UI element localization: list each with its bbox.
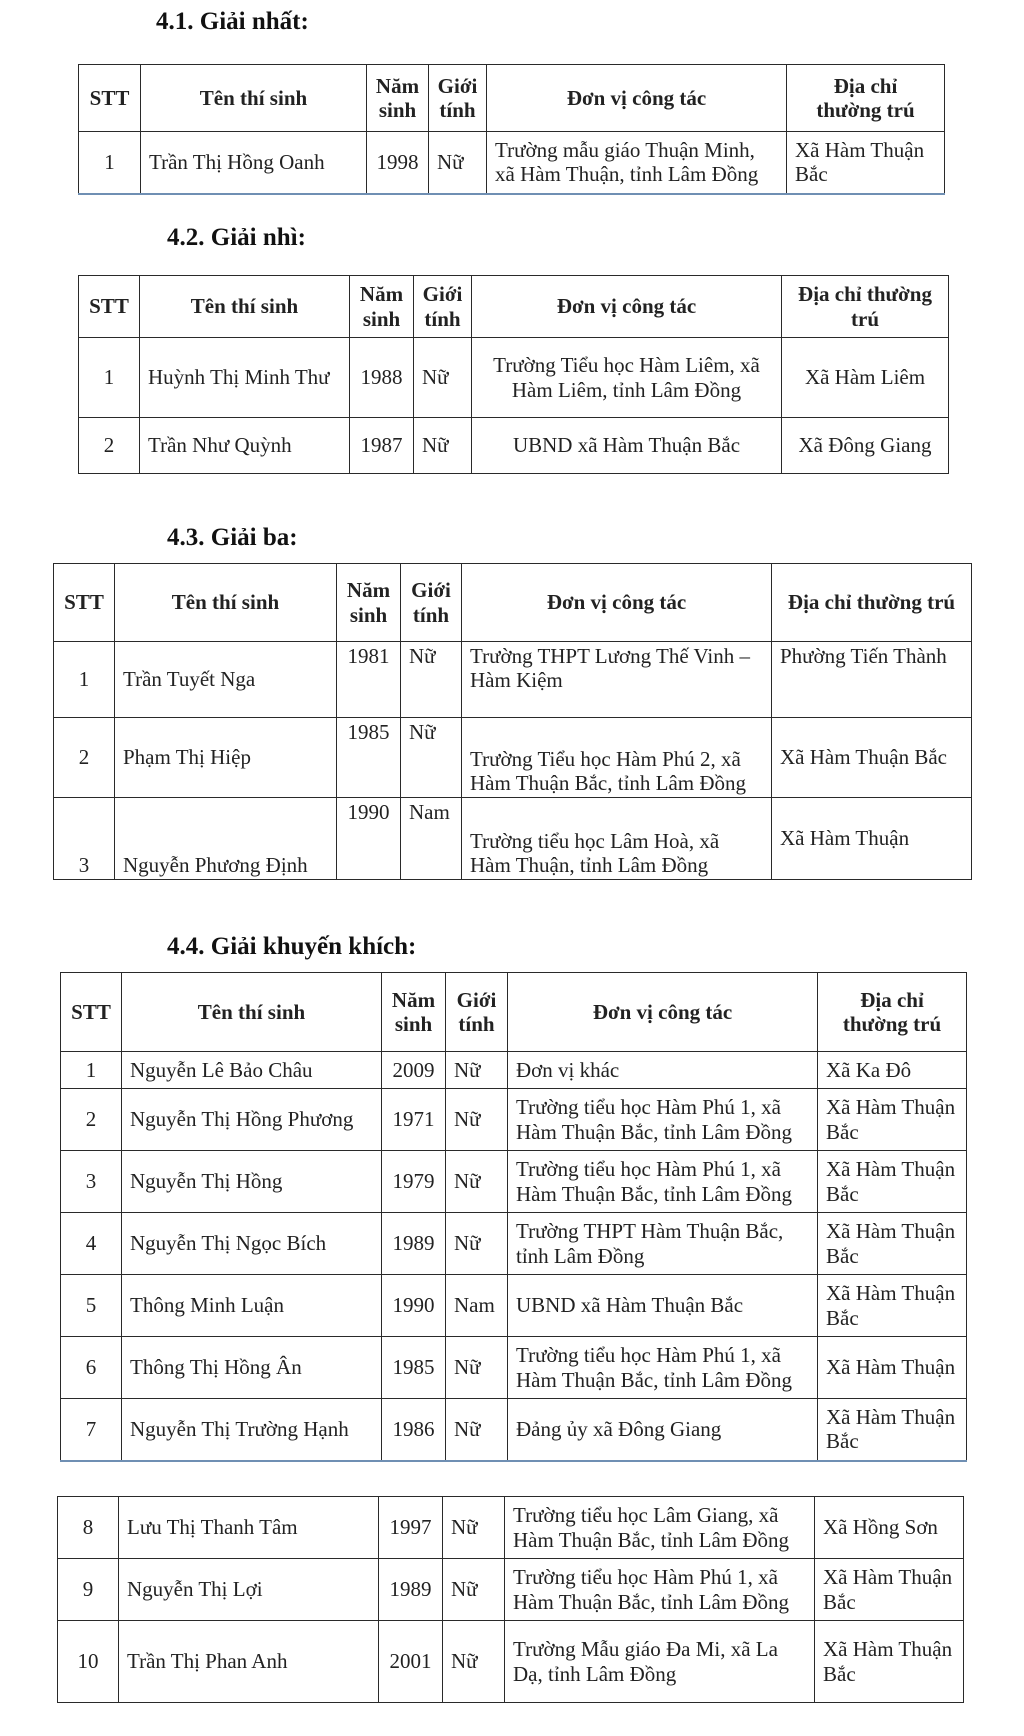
cell-address: Xã Hàm Liêm — [782, 338, 949, 418]
cell-stt: 1 — [54, 642, 115, 718]
header-unit: Đơn vị công tác — [487, 65, 787, 132]
header-gender: Giới tính — [401, 564, 462, 642]
cell-unit: Trường Tiểu học Hàm Phú 2, xã Hàm Thuận Bắc, tỉnh Lâm Đồng — [462, 718, 772, 798]
header-unit: Đơn vị công tác — [462, 564, 772, 642]
cell-year: 1986 — [382, 1399, 446, 1461]
section-title-giai-nhat: 4.1. Giải nhất: — [156, 8, 309, 35]
header-address: Địa chỉ thường trú — [787, 65, 945, 132]
cell-stt: 6 — [61, 1337, 122, 1399]
table-row — [58, 1621, 964, 1703]
cell-stt: 2 — [54, 718, 115, 798]
cell-address: Xã Hồng Sơn — [815, 1497, 964, 1559]
table-row — [61, 1052, 967, 1089]
cell-gender: Nữ — [446, 1399, 508, 1461]
cell-name: Trần Tuyết Nga — [115, 642, 337, 718]
cell-unit: Trường tiểu học Lâm Giang, xã Hàm Thuận Bắc, tỉnh Lâm Đồng — [505, 1497, 815, 1559]
cell-year: 1987 — [350, 418, 414, 474]
cell-gender: Nữ — [446, 1337, 508, 1399]
header-name: Tên thí sinh — [122, 973, 382, 1052]
cell-address: Xã Ka Đô — [818, 1052, 967, 1089]
cell-address: Xã Hàm Thuận Bắc — [818, 1275, 967, 1337]
cell-gender: Nữ — [446, 1151, 508, 1213]
cell-year: 1998 — [367, 132, 429, 194]
cell-unit: Trường THPT Lương Thế Vinh – Hàm Kiệm — [462, 642, 772, 718]
header-address: Địa chỉ thường trú — [772, 564, 972, 642]
cell-unit: Trường Tiểu học Hàm Liêm, xã Hàm Liêm, tỉnh Lâm Đồng — [472, 338, 782, 418]
header-unit: Đơn vị công tác — [472, 276, 782, 338]
cell-gender: Nữ — [401, 718, 462, 798]
cell-address: Xã Đông Giang — [782, 418, 949, 474]
cell-gender: Nữ — [414, 338, 472, 418]
table-giai-khuyen-khich-continued — [57, 1496, 964, 1703]
cell-stt: 10 — [58, 1621, 119, 1703]
table-row — [58, 1497, 964, 1559]
cell-gender: Nữ — [443, 1559, 505, 1621]
header-year: Năm sinh — [337, 564, 401, 642]
header-address: Địa chỉ thường trú — [782, 276, 949, 338]
header-stt: STT — [79, 276, 140, 338]
cell-unit: Trường tiểu học Hàm Phú 1, xã Hàm Thuận Bắc, tỉnh Lâm Đồng — [508, 1151, 818, 1213]
cell-name: Nguyễn Lê Bảo Châu — [122, 1052, 382, 1089]
header-stt: STT — [54, 564, 115, 642]
header-stt: STT — [79, 65, 141, 132]
cell-stt: 3 — [61, 1151, 122, 1213]
cell-name: Phạm Thị Hiệp — [115, 718, 337, 798]
table-row — [54, 642, 972, 718]
cell-name: Nguyễn Thị Ngọc Bích — [122, 1213, 382, 1275]
cell-year: 1985 — [382, 1337, 446, 1399]
cell-stt: 4 — [61, 1213, 122, 1275]
cell-year: 1989 — [382, 1213, 446, 1275]
section-title-giai-ba: 4.3. Giải ba: — [167, 524, 298, 551]
table-row — [79, 338, 949, 418]
cell-name: Thông Minh Luận — [122, 1275, 382, 1337]
cell-gender: Nữ — [443, 1621, 505, 1703]
cell-address: Xã Hàm Thuận Bắc — [815, 1559, 964, 1621]
cell-year: 1988 — [350, 338, 414, 418]
cell-unit: Trường tiểu học Hàm Phú 1, xã Hàm Thuận Bắc, tỉnh Lâm Đồng — [508, 1089, 818, 1151]
header-unit: Đơn vị công tác — [508, 973, 818, 1052]
cell-year: 1979 — [382, 1151, 446, 1213]
table-giai-nhi — [78, 275, 949, 474]
table-row — [54, 798, 972, 880]
cell-gender: Nữ — [446, 1052, 508, 1089]
table-giai-ba — [53, 563, 972, 880]
cell-stt: 2 — [79, 418, 140, 474]
cell-name: Trần Thị Phan Anh — [119, 1621, 379, 1703]
cell-name: Nguyễn Thị Hồng — [122, 1151, 382, 1213]
cell-year: 1990 — [337, 798, 401, 880]
cell-address: Xã Hàm Thuận Bắc — [787, 132, 945, 194]
cell-unit: UBND xã Hàm Thuận Bắc — [508, 1275, 818, 1337]
cell-year: 1981 — [337, 642, 401, 718]
cell-name: Nguyễn Phương Định — [115, 798, 337, 880]
header-stt: STT — [61, 973, 122, 1052]
section-title-giai-khuyen-khich: 4.4. Giải khuyến khích: — [167, 933, 417, 960]
cell-year: 1989 — [379, 1559, 443, 1621]
header-name: Tên thí sinh — [115, 564, 337, 642]
cell-gender: Nam — [446, 1275, 508, 1337]
cell-stt: 9 — [58, 1559, 119, 1621]
table-row — [61, 1399, 967, 1461]
cell-gender: Nữ — [414, 418, 472, 474]
cell-year: 1990 — [382, 1275, 446, 1337]
table-row — [54, 718, 972, 798]
cell-address: Phường Tiến Thành — [772, 642, 972, 718]
table-row — [61, 1337, 967, 1399]
cell-stt: 5 — [61, 1275, 122, 1337]
cell-unit: Trường THPT Hàm Thuận Bắc, tỉnh Lâm Đồng — [508, 1213, 818, 1275]
cell-unit: Trường Mẫu giáo Đa Mi, xã La Dạ, tỉnh Lâm Đồng — [505, 1621, 815, 1703]
table-row — [58, 1559, 964, 1621]
header-address: Địa chỉ thường trú — [818, 973, 967, 1052]
table-row — [61, 1151, 967, 1213]
cell-address: Xã Hàm Thuận Bắc — [772, 718, 972, 798]
cell-gender: Nữ — [429, 132, 487, 194]
cell-address: Xã Hàm Thuận Bắc — [818, 1399, 967, 1461]
cell-name: Trần Như Quỳnh — [140, 418, 350, 474]
header-gender: Giới tính — [446, 973, 508, 1052]
cell-unit: Đơn vị khác — [508, 1052, 818, 1089]
cell-gender: Nữ — [401, 642, 462, 718]
cell-unit: Trường tiểu học Hàm Phú 1, xã Hàm Thuận Bắc, tỉnh Lâm Đồng — [505, 1559, 815, 1621]
cell-year: 1985 — [337, 718, 401, 798]
cell-year: 2001 — [379, 1621, 443, 1703]
cell-year: 1971 — [382, 1089, 446, 1151]
table-giai-nhat — [78, 64, 945, 195]
cell-address: Xã Hàm Thuận Bắc — [818, 1213, 967, 1275]
cell-address: Xã Hàm Thuận Bắc — [818, 1089, 967, 1151]
cell-gender: Nữ — [443, 1497, 505, 1559]
header-year: Năm sinh — [350, 276, 414, 338]
cell-gender: Nam — [401, 798, 462, 880]
cell-year: 1997 — [379, 1497, 443, 1559]
table-giai-khuyen-khich — [60, 972, 967, 1462]
cell-stt: 3 — [54, 798, 115, 880]
cell-gender: Nữ — [446, 1213, 508, 1275]
cell-name: Lưu Thị Thanh Tâm — [119, 1497, 379, 1559]
cell-stt: 1 — [79, 132, 141, 194]
table-row — [61, 1213, 967, 1275]
cell-address: Xã Hàm Thuận Bắc — [815, 1621, 964, 1703]
cell-name: Nguyễn Thị Trường Hạnh — [122, 1399, 382, 1461]
cell-gender: Nữ — [446, 1089, 508, 1151]
cell-unit: Đảng ủy xã Đông Giang — [508, 1399, 818, 1461]
table-row — [79, 418, 949, 474]
cell-unit: Trường tiểu học Lâm Hoà, xã Hàm Thuận, tỉnh Lâm Đồng — [462, 798, 772, 880]
cell-unit: UBND xã Hàm Thuận Bắc — [472, 418, 782, 474]
cell-address: Xã Hàm Thuận Bắc — [818, 1151, 967, 1213]
header-name: Tên thí sinh — [140, 276, 350, 338]
cell-name: Trần Thị Hồng Oanh — [141, 132, 367, 194]
cell-stt: 1 — [79, 338, 140, 418]
cell-name: Thông Thị Hồng Ân — [122, 1337, 382, 1399]
header-year: Năm sinh — [367, 65, 429, 132]
table-row — [79, 132, 945, 194]
cell-stt: 2 — [61, 1089, 122, 1151]
header-gender: Giới tính — [429, 65, 487, 132]
cell-stt: 1 — [61, 1052, 122, 1089]
cell-name: Nguyễn Thị Hồng Phương — [122, 1089, 382, 1151]
cell-stt: 8 — [58, 1497, 119, 1559]
header-year: Năm sinh — [382, 973, 446, 1052]
cell-name: Huỳnh Thị Minh Thư — [140, 338, 350, 418]
section-title-giai-nhi: 4.2. Giải nhì: — [167, 224, 306, 251]
cell-unit: Trường tiểu học Hàm Phú 1, xã Hàm Thuận Bắc, tỉnh Lâm Đồng — [508, 1337, 818, 1399]
cell-unit: Trường mẫu giáo Thuận Minh, xã Hàm Thuận, tỉnh Lâm Đồng — [487, 132, 787, 194]
header-gender: Giới tính — [414, 276, 472, 338]
cell-name: Nguyễn Thị Lợi — [119, 1559, 379, 1621]
table-row — [61, 1089, 967, 1151]
cell-stt: 7 — [61, 1399, 122, 1461]
cell-year: 2009 — [382, 1052, 446, 1089]
cell-address: Xã Hàm Thuận — [772, 798, 972, 880]
header-name: Tên thí sinh — [141, 65, 367, 132]
cell-address: Xã Hàm Thuận — [818, 1337, 967, 1399]
table-row — [61, 1275, 967, 1337]
